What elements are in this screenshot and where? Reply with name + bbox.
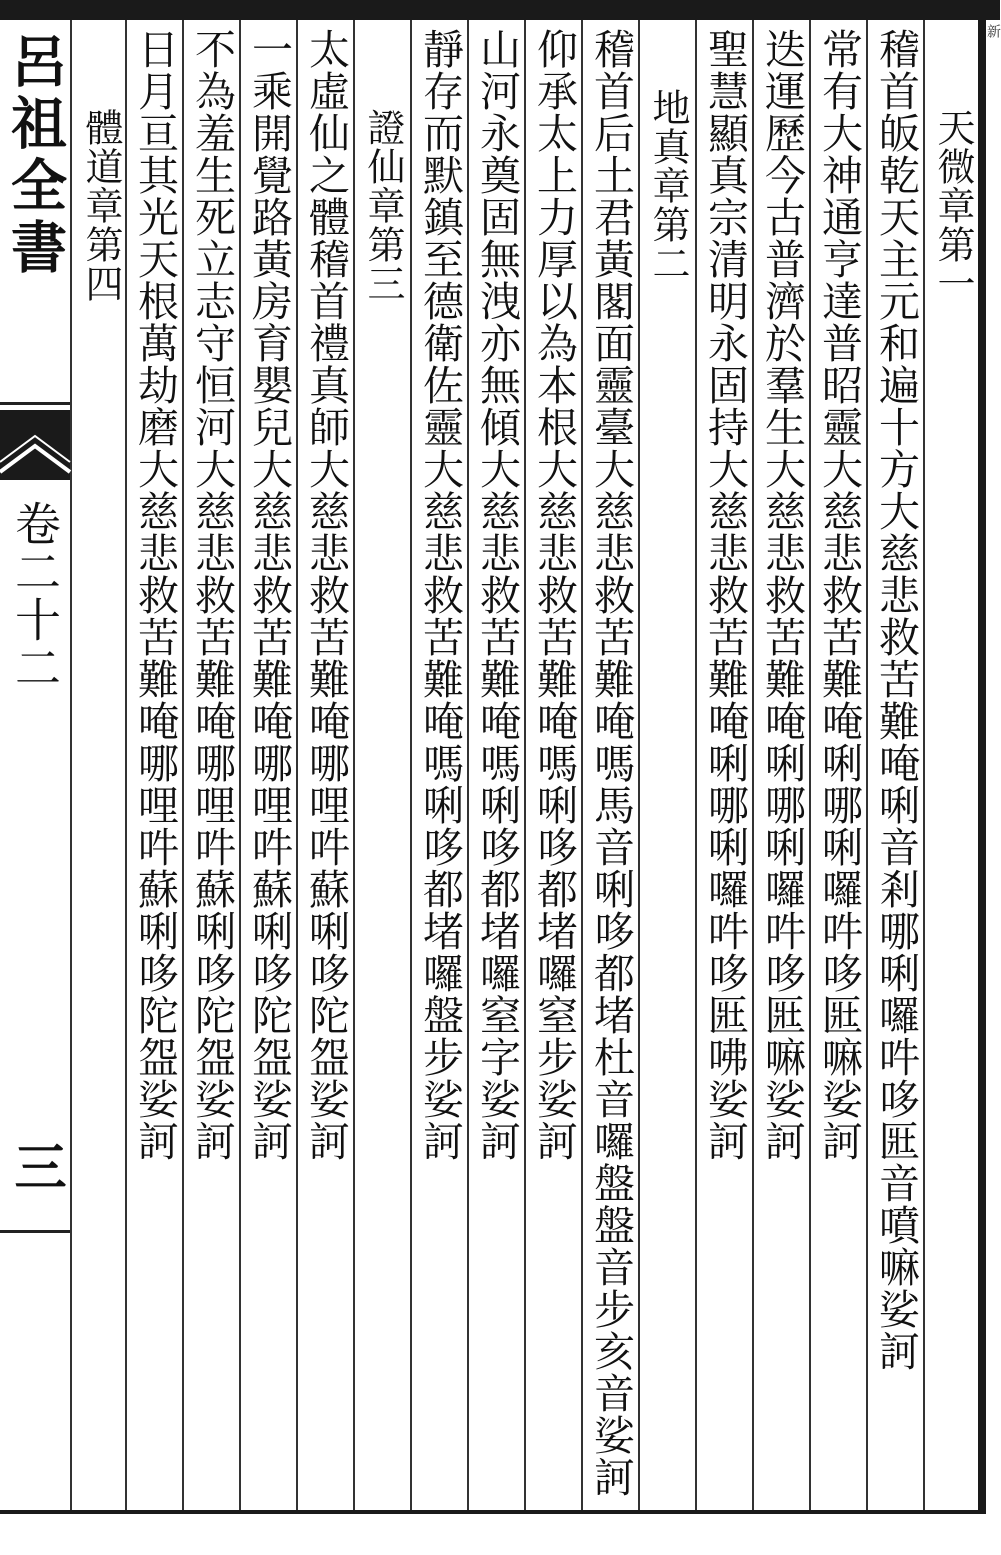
volume-label: 卷二十二 xyxy=(8,500,62,692)
text-column: 靜存而默鎮至德衛佐靈大慈悲救苦難唵嗎唎哆都堵囉盤步娑訶 xyxy=(416,28,464,1162)
corner-mark: 新 xyxy=(985,24,1001,38)
book-title: 呂祖全書 xyxy=(2,32,68,280)
text-column: 一乘開覺路黃房育嬰兒大慈悲救苦難唵哪哩吽蘇唎哆陀盌娑訶 xyxy=(245,28,293,1162)
text-column: 稽首皈乾天主元和遍十方大慈悲救苦難唵唎音剎哪唎囉吽哆匨音噴嘛娑訶 xyxy=(872,28,920,1372)
text-column: 山河永奠固無洩亦無傾大慈悲救苦難唵嗎唎哆都堵囉窒字娑訶 xyxy=(473,28,521,1162)
chapter-heading-tidao: 體道章第四 xyxy=(79,108,123,303)
chapter-heading-dizhen: 地真章第二 xyxy=(646,88,690,283)
text-column: 迭運歷今古普濟於羣生大慈悲救苦難唵唎哪唎囉吽哆匨嘛娑訶 xyxy=(758,28,806,1162)
margin-divider-top xyxy=(0,402,70,405)
text-column: 仰承太上力厚以為本根大慈悲救苦難唵嗎唎哆都堵囉窒步娑訶 xyxy=(530,28,578,1162)
text-column: 聖慧顯真宗清明永固持大慈悲救苦難唵唎哪唎囉吽哆匨咈娑訶 xyxy=(701,28,749,1162)
chapter-heading-zhengxian: 證仙章第三 xyxy=(361,108,405,303)
text-column: 日月亘其光天根萬劫磨大慈悲救苦難唵哪哩吽蘇唎哆陀盌娑訶 xyxy=(131,28,179,1162)
top-border xyxy=(0,0,1000,20)
page-number: 三 xyxy=(5,1140,66,1192)
text-column: 太虛仙之體稽首禮真師大慈悲救苦難唵哪哩吽蘇唎哆陀盌娑訶 xyxy=(302,28,350,1162)
bottom-rule xyxy=(0,1510,986,1514)
text-column: 常有大神通亨達普昭靈大慈悲救苦難唵唎哪唎囉吽哆匨嘛娑訶 xyxy=(815,28,863,1162)
margin-divider-bottom xyxy=(0,1230,70,1233)
text-column: 稽首后土君黃閣面靈臺大慈悲救苦難唵嗎馬音唎哆都堵杜音囉盤盤音步亥音娑訶 xyxy=(587,28,635,1498)
chapter-heading-tianwei: 天微章第一 xyxy=(931,108,975,303)
fish-tail-ornament xyxy=(0,410,70,480)
text-column: 不為羞生死立志守恒河大慈悲救苦難唵哪哩吽蘇唎哆陀盌娑訶 xyxy=(188,28,236,1162)
